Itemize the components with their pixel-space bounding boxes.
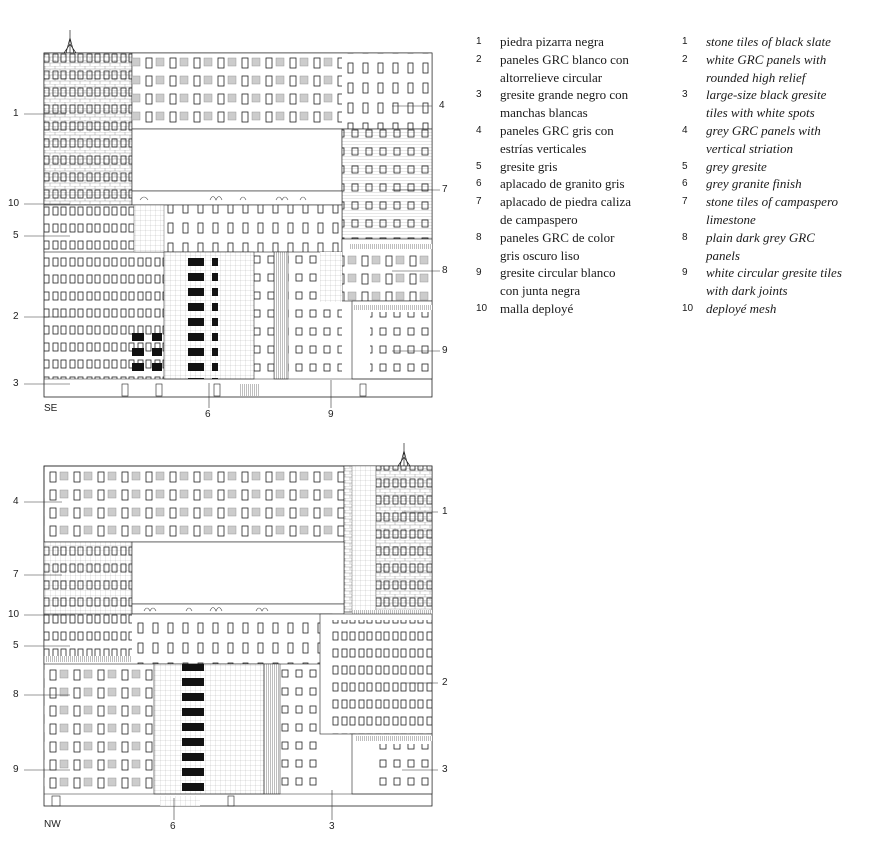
- legend-en-item-5: [682, 158, 872, 176]
- legend-text: white GRC panels with: [706, 51, 827, 67]
- legend-text: paneles GRC de color: [500, 229, 615, 245]
- se-callout-6: 6: [205, 409, 211, 420]
- legend-en-item-8: [682, 229, 872, 265]
- se-callout-5: 5: [13, 230, 19, 241]
- legend-number: 2: [682, 53, 688, 65]
- legend-number: 9: [682, 267, 688, 279]
- legend-number: 2: [476, 53, 482, 65]
- se-elevation: [24, 30, 440, 408]
- legend-es-item-3: [476, 86, 666, 122]
- nw-callout-5: 5: [13, 640, 19, 651]
- legend-text: stone tiles of black slate: [706, 34, 831, 49]
- legend-en-item-10: [682, 300, 872, 318]
- legend-number: 7: [682, 196, 688, 208]
- legend-text: grey gresite: [706, 158, 767, 174]
- nw-callout-3-bottom: 3: [329, 821, 335, 832]
- legend-number: 10: [682, 302, 694, 314]
- legend-text: vertical striation: [706, 140, 794, 156]
- legend-number: 6: [682, 178, 688, 190]
- nw-callout-2: 2: [442, 677, 448, 688]
- legend-en-item-6: [682, 175, 872, 193]
- nw-callout-8: 8: [13, 689, 19, 700]
- legend-number: 10: [476, 302, 488, 314]
- nw-callout-10: 10: [8, 609, 20, 620]
- legend-es-item-10: [476, 300, 666, 318]
- nw-callout-4: 4: [13, 496, 19, 507]
- legend-text: paneles GRC blanco con: [500, 51, 629, 67]
- se-callout-7: 7: [442, 184, 448, 195]
- legend-en-item-3: [682, 86, 872, 122]
- legend-number: 5: [476, 160, 482, 172]
- legend-number: 4: [682, 124, 688, 136]
- legend-number: 1: [476, 36, 482, 47]
- legend-english: [682, 33, 872, 318]
- legend-number: 5: [682, 160, 688, 172]
- legend-text: grey GRC panels with: [706, 122, 821, 138]
- legend-number: 7: [476, 196, 482, 208]
- nw-callout-7: 7: [13, 569, 19, 580]
- legend-text: gresite circular blanco: [500, 265, 616, 281]
- legend-text: gresite grande negro con: [500, 87, 629, 103]
- se-orientation-label: SE: [44, 403, 58, 414]
- se-callout-4: 4: [439, 100, 445, 111]
- nw-callout-9: 9: [13, 764, 19, 775]
- legend-text: deployé mesh: [706, 300, 777, 316]
- legend-en-item-2: [682, 51, 872, 87]
- legend-text: gris oscuro liso: [500, 247, 580, 263]
- legend-text: large-size black gresite: [706, 87, 827, 103]
- legend-text: rounded high relief: [706, 69, 806, 85]
- se-callout-10: 10: [8, 198, 20, 209]
- se-callout-2: 2: [13, 311, 19, 322]
- legend-es-item-6: [476, 175, 666, 193]
- legend-text: gresite gris: [500, 158, 558, 174]
- legend-text: with dark joints: [706, 283, 788, 299]
- legend-text: piedra pizarra negra: [500, 34, 604, 49]
- nw-elevation: [24, 443, 438, 820]
- legend-text: altorrelieve circular: [500, 69, 603, 85]
- legend-number: 1: [682, 36, 688, 47]
- legend-number: 8: [476, 231, 482, 243]
- legend-en-item-9: [682, 264, 872, 300]
- legend-text: plain dark grey GRC: [706, 229, 815, 245]
- legend-text: de campaspero: [500, 211, 578, 227]
- legend-text: white circular gresite tiles: [706, 265, 842, 281]
- legend-text: malla deployé: [500, 300, 574, 316]
- legend-text: aplacado de granito gris: [500, 176, 625, 192]
- legend-text: limestone: [706, 211, 756, 227]
- legend-text: grey granite finish: [706, 176, 802, 192]
- legend-es-item-1: [476, 33, 666, 51]
- legend-spanish: [476, 33, 666, 318]
- legend-en-item-4: [682, 122, 872, 158]
- legend-es-item-9: [476, 264, 666, 300]
- legend-text: estrías verticales: [500, 140, 587, 156]
- se-callout-9-right: 9: [442, 345, 448, 356]
- legend-number: 6: [476, 178, 482, 190]
- legend-text: con junta negra: [500, 283, 581, 299]
- legend-text: panels: [706, 247, 740, 263]
- se-callout-1: 1: [13, 108, 19, 119]
- nw-callout-6: 6: [170, 821, 176, 832]
- legend-en-item-7: [682, 193, 872, 229]
- nw-callout-1: 1: [442, 506, 448, 517]
- legend-number: 8: [682, 231, 688, 243]
- nw-callout-3-right: 3: [442, 764, 448, 775]
- se-callout-3: 3: [13, 378, 19, 389]
- legend-text: aplacado de piedra caliza: [500, 194, 631, 210]
- nw-orientation-label: NW: [44, 819, 61, 830]
- legend-text: paneles GRC gris con: [500, 122, 614, 138]
- legend-es-item-7: [476, 193, 666, 229]
- legend-number: 3: [476, 89, 482, 101]
- legend-es-item-8: [476, 229, 666, 265]
- se-callout-9-bottom: 9: [328, 409, 334, 420]
- legend-en-item-1: [682, 33, 872, 51]
- legend-text: manchas blancas: [500, 105, 588, 121]
- legend-es-item-4: [476, 122, 666, 158]
- legend-number: 9: [476, 267, 482, 279]
- legend-es-item-5: [476, 158, 666, 176]
- legend-text: tiles with white spots: [706, 105, 815, 121]
- se-callout-8: 8: [442, 265, 448, 276]
- legend-es-item-2: [476, 51, 666, 87]
- legend-number: 3: [682, 89, 688, 101]
- legend-number: 4: [476, 124, 482, 136]
- legend-text: stone tiles of campaspero: [706, 194, 839, 210]
